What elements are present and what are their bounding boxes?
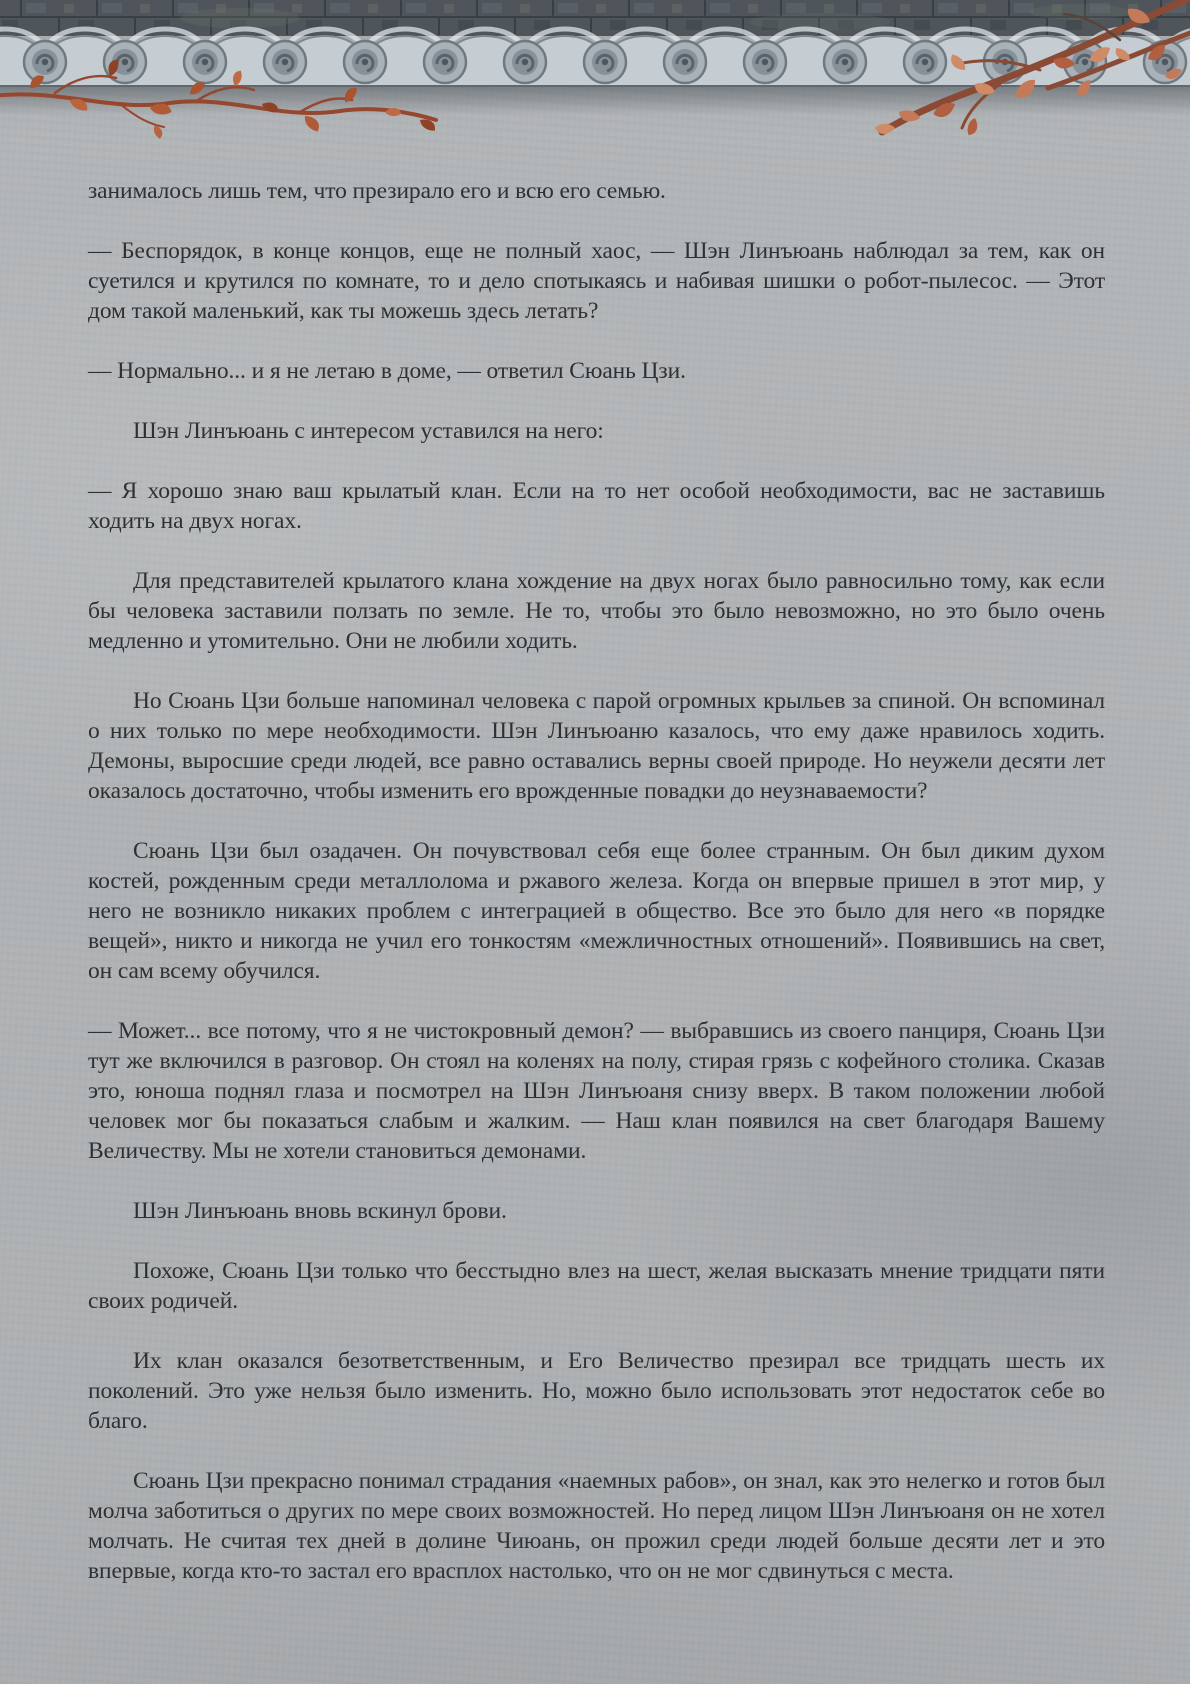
paragraph-text: Но Сюань Цзи больше напоминал человека с парой огромных крыльев за спиной. Он вспоминал о них только по мере необходимости. Шэн Линъюаню казалось, что ему даже нравилось ходить. Демоны, выросшие среди людей, все равно оставались верны своей природе. Но неужели десяти лет оказалось достаточно, чтобы изменить его врожденные повадки до неузнаваемости? — [88, 688, 1105, 804]
paragraph-text: Похоже, Сюань Цзи только что бесстыдно влез на шест, желая высказать мнение тридцати пяти своих родичей. — [88, 1258, 1105, 1314]
paragraph-text: Шэн Линъюань вновь вскинул брови. — [133, 1198, 507, 1224]
roof-shadow-overlay — [0, 0, 1190, 150]
paragraph-text: Шэн Линъюань с интересом уставился на него: — [133, 418, 604, 444]
paragraph-text: — Я хорошо знаю ваш крылатый клан. Если на то нет особой необходимости, вас не заставишь ходить на двух ногах. — [88, 478, 1105, 534]
page-text — [88, 176, 1105, 1616]
paragraph-text: — Нормально... и я не летаю в доме, — ответил Сюань Цзи. — [88, 358, 686, 384]
paragraph-text: Сюань Цзи был озадачен. Он почувствовал себя еще более странным. Он был диким духом костей, рожденным среди металлолома и ржавого железа. Когда он впервые пришел в этот мир, у него не возникло никаких проблем с интеграцией в общество. Все это было для него «в порядке вещей», никто и никогда не учил его тонкостям «межличностных отношений». Появившись на свет, он сам всему обучился. — [88, 838, 1105, 984]
paragraph-text: — Беспорядок, в конце концов, еще не полный хаос, — Шэн Линъюань наблюдал за тем, как он суетился и крутился по комнате, то и дело спотыкаясь и набивая шишки о робот-пылесос. — Этот дом такой маленький, как ты можешь здесь летать? — [88, 238, 1105, 324]
paragraph-text: Для представителей крылатого клана хождение на двух ногах было равносильно тому, как если бы человека заставили ползать по земле. Не то, чтобы это было невозможно, но это было очень медленно и утомительно. Они не любили ходить. — [88, 568, 1105, 654]
paragraph-text: Их клан оказался безответственным, и Его Величество презирал все тридцать шесть их поколений. Это уже нельзя было изменить. Но, можно было использовать этот недостаток себе во благо. — [88, 1348, 1105, 1434]
paragraph-text: Сюань Цзи прекрасно понимал страдания «наемных рабов», он знал, как это нелегко и готов был молча заботиться о других по мере своих возможностей. Но перед лицом Шэн Линъюаня он не хотел молчать. Не считая тех дней в долине Чиюань, он прожил среди людей больше десяти лет и это впервые, когда кто-то застал его врасплох настолько, что он не мог сдвинуться с места. — [88, 1468, 1105, 1584]
paragraph-text: — Может... все потому, что я не чистокровный демон? — выбравшись из своего панциря, Сюань Цзи тут же включился в разговор. Он стоял на коленях на полу, стирая грязь с кофейного столика. Сказав это, юноша поднял глаза и посмотрел на Шэн Линъюаня снизу вверх. В таком положении любой человек мог бы показаться слабым и жалким. — Наш клан появился на свет благодаря Вашему Величеству. Мы не хотели становиться демонами. — [88, 1018, 1105, 1164]
paragraph-text: занималось лишь тем, что презирало его и всю его семью. — [88, 178, 666, 204]
